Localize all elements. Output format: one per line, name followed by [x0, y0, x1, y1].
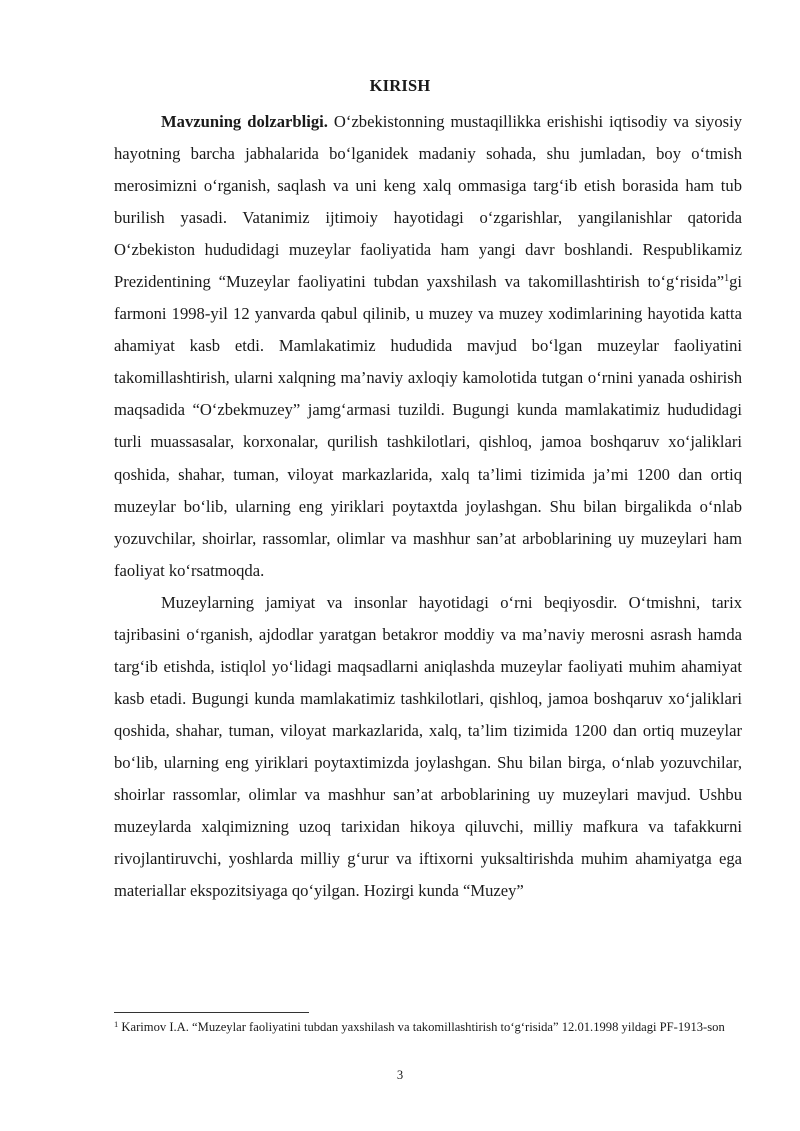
paragraph-2: Muzeylarning jamiyat va insonlar hayotidagi o‘rni beqiyosdir. O‘tmishni, tarix tajribasini o‘rganish, ajdodlar yaratgan betakror moddiy va ma’naviy merosni asrash hamda targ‘ib etishda, istiqlol yo‘lidagi maqsadlarni aniqlashda muzeylar faoliyati muhim ahamiyat kasb etadi. Bugungi kunda mamlakatimiz tashkilotlari, qishloq, jamoa boshqaruv xo‘jaliklari qoshida, shahar, tuman, viloyat markazlarida, xalq, ta’lim tizimida 1200 dan ortiq muzeylar bo‘lib, ularning eng yiriklari poytaxtimizda joylashgan. Shu bilan birga, o‘nlab yozuvchilar, shoirlar rassomlar, olimlar va mashhur san’at arboblarining uy muzeylari mavjud. Ushbu muzeylarda xalqimizning uzoq tarixidan hikoya qiluvchi, milliy mafkura va tafakkurni rivojlantiruvchi, yoshlarda milliy g‘urur va iftixorni yuksaltirishda muhim ahamiyatga ega materiallar ekspozitsiyaga qo‘yilgan. Hozirgi kunda “Muzey” — [114, 592, 742, 901]
footnote — [114, 1018, 744, 1037]
footnote-reference[interactable]: 1 — [724, 273, 730, 285]
section-title: KIRISH — [369, 76, 431, 95]
paragraph-1-text-b: gi farmoni 1998-yil 12 yanvarda qabul qilinib, u muzey va muzey xodimlarining hayotida katta ahamiyat kasb etdi. Mamlakatimiz hududida mavjud bo‘lgan muzeylar faoliyatini takomillashtirish, ularni xalqning ma’naviy axloqiy kamolotida tutgan o‘rnini yanada oshirish maqsadida “O‘zbekmuzey” jamg‘armasi tuzildi. Bugungi kunda mamlakatimiz hududidagi turli muassasalar, korxonalar, qurilish tashkilotlari, qishloq, jamoa boshqaruv xo‘jaliklari qoshida, shahar, tuman, viloyat markazlarida, xalq ta’limi tizimida ja’mi 1200 dan ortiq muzeylar bo‘lib, ularning eng yiriklari poytaxtda joylashgan. Shu bilan birgalikda o‘nlab yozuvchilar, shoirlar, rassomlar, olimlar va mashhur san’at arboblarining uy muzeylari ham faoliyat ko‘rsatmoqda. — [114, 272, 742, 580]
footnote-number: 1 — [114, 1019, 119, 1029]
paragraph-1 — [114, 106, 742, 587]
footnote-separator — [114, 1012, 309, 1013]
page-number: 3 — [396, 1068, 404, 1082]
paragraph-1-lead: Mavzuning dolzarbligi. — [161, 112, 328, 131]
paragraph-1-text-a: O‘zbekistonning mustaqillikka erishishi iqtisodiy va siyosiy hayotning barcha jabhalarida bo‘lganidek madaniy sohada, shu jumladan, boy o‘tmish merosimizni o‘rganish, saqlash va uni keng xalq ommasiga targ‘ib etish borasida ham tub burilish yasadi. Vatanimiz ijtimoiy hayotidagi o‘zgarishlar, yangilanishlar qatorida O‘zbekiston hududidagi muzeylar faoliyatida ham yangi davr boshlandi. Respublikamiz Prezidentining “Muzeylar faoliyatini tubdan yaxshilash va takomillashtirish to‘g‘risida” — [114, 112, 742, 292]
footnote-text: Karimov I.A. “Muzeylar faoliyatini tubdan yaxshilash va takomillashtirish to‘g‘risida” 12.01.1998 yildagi PF-1913-son — [118, 1020, 725, 1034]
body-text — [114, 106, 742, 907]
